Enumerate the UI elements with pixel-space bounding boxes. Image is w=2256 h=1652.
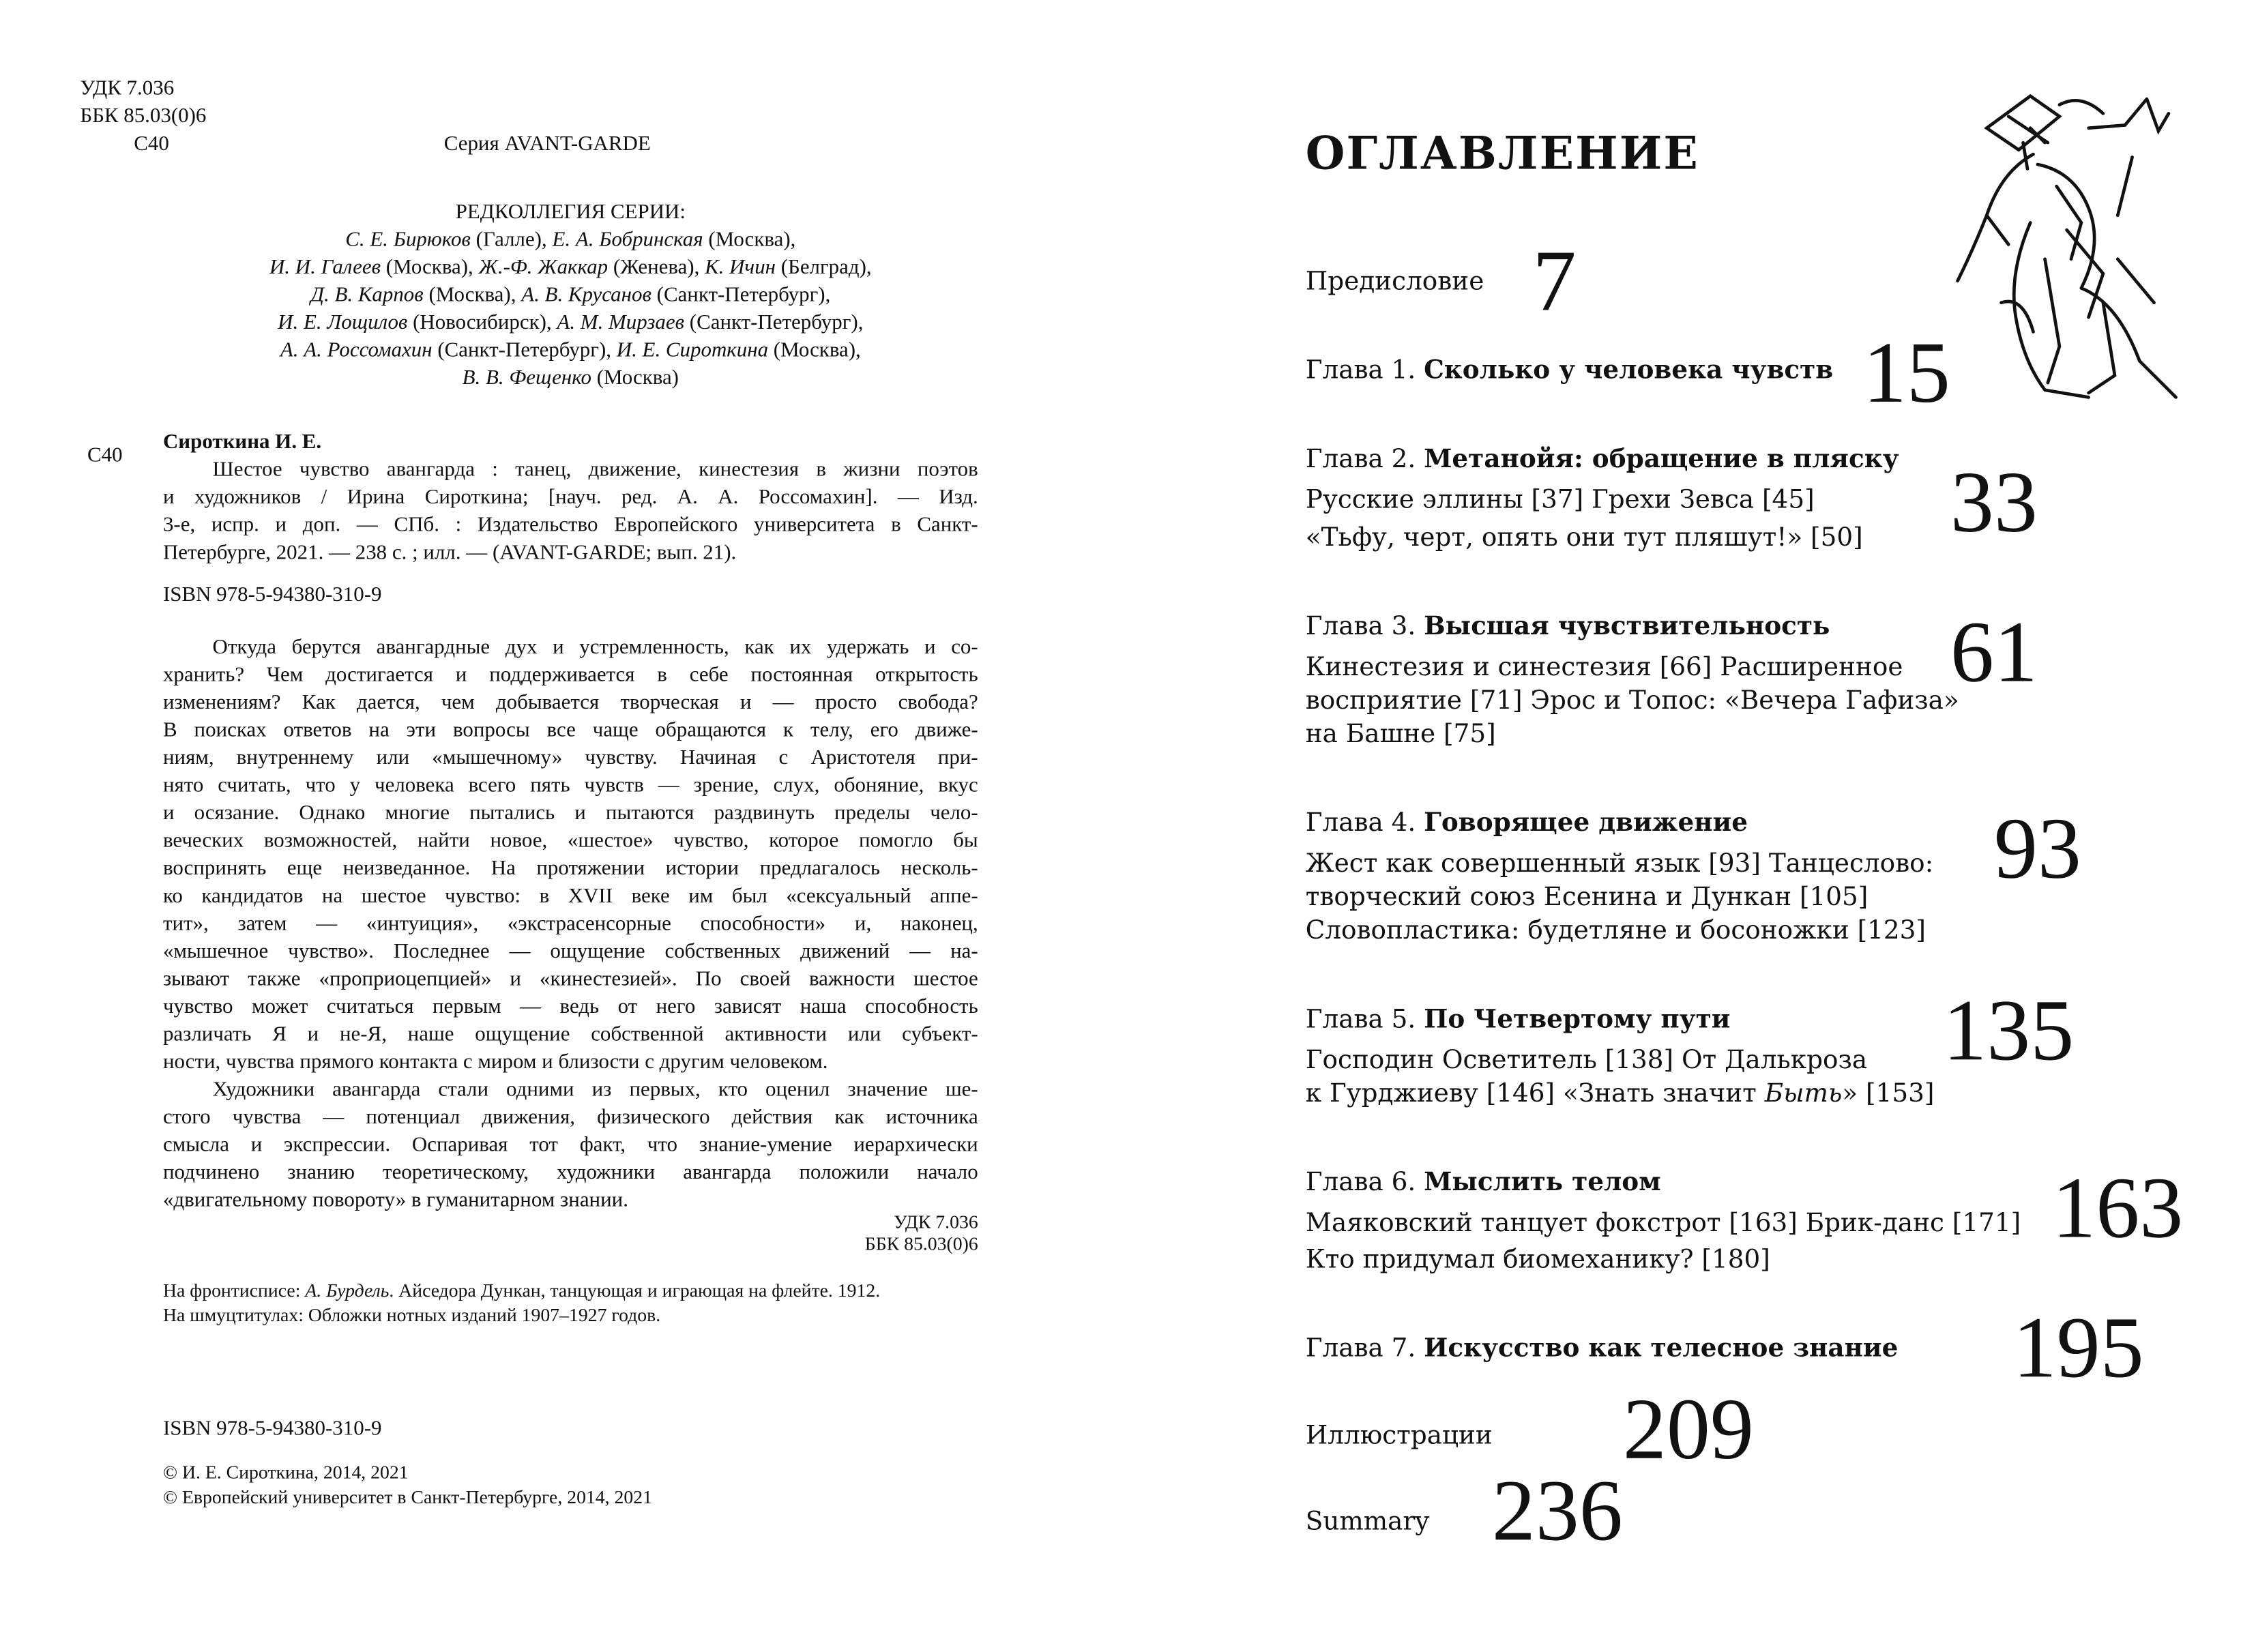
bbk-2: ББК 85.03(0)6 [864, 1233, 978, 1255]
toc-chapter-2-page: 33 [1950, 454, 2038, 550]
board-line [163, 254, 978, 282]
board-member: И. И. Галеев [269, 256, 381, 280]
author: Сироткина И. Е. [162, 430, 322, 454]
text-line: тит», затем — «интуиция», «экстрасенсорные способности» и, наконец, [162, 912, 978, 936]
board-line [163, 366, 978, 394]
isbn-2: ISBN 978-5-94380-310-9 [162, 1417, 382, 1441]
toc-chapter-6-sections: Маяковский танцует фокстрот [163] Брик-данс [171] Кто придумал биомеханику? [180] [1305, 1209, 2021, 1275]
text-line: «мышечное чувство». Последнее — ощущение собственных движений — на- [162, 940, 978, 964]
text-line: стого чувства — потенциал движения, физического действия как источника [162, 1106, 978, 1130]
board-member: И. Е. Сироткина [616, 339, 769, 363]
text-line: и осязание. Однако многие пытались и пытаются раздвинуть пределы чело- [162, 801, 978, 825]
text-line: ниям, внутреннему или «мышечному» чувству. Начиная с Аристотеля при- [162, 746, 978, 770]
board-city: (Москва), [703, 228, 796, 252]
text-line: Петербурге, 2021. — 238 с. ; илл. — (AVANT-GARDE; вып. 21). [162, 541, 737, 565]
udk: УДК 7.036 [80, 77, 175, 101]
board-member: А. А. Россомахин [280, 339, 433, 363]
toc-summary[interactable]: Summary [1305, 1507, 1430, 1537]
board-city: (Санкт-Петербург), [432, 339, 617, 363]
board-member: Ж.-Ф. Жаккар [478, 256, 609, 280]
half-title-note: На шмуцтитулах: Обложки нотных изданий 1907–1927 годов. [162, 1303, 661, 1326]
toc-summary-page: 236 [1491, 1462, 1623, 1559]
text-line: смысла и экспрессии. Оспаривая тот факт, что знание-умение иерархически [162, 1133, 978, 1157]
board-line [163, 227, 978, 255]
board-city: (Санкт-Петербург), [651, 284, 831, 308]
frontispiece-note: На фронтисписе: А. Бурдель. Айседора Дункан, танцующая и играющая на флейте. 1912. [162, 1279, 881, 1301]
board-city: (Москва), [423, 284, 522, 308]
board-city: (Галле), [470, 228, 553, 252]
board-city: (Москва), [768, 339, 861, 363]
text-line: воспринять еще неизведанное. На протяжении истории предлагалось несколь- [162, 857, 978, 881]
toc-chapter-4-sections: Жест как совершенный язык [93] Танцеслово: творческий союз Есенина и Дункан [105] Словопластика: будетляне и босоножки [123] [1305, 849, 1934, 946]
text-line: В поисках ответов на эти вопросы все чаще обращаются к телу, его движе- [162, 718, 978, 743]
board-city: (Белград), [776, 256, 872, 280]
toc-illustrations[interactable]: Иллюстрации [1305, 1421, 1493, 1451]
toc-chapter-1-page: 15 [1862, 324, 1950, 421]
toc-chapter-3-page: 61 [1950, 604, 2038, 700]
toc-chapter-2[interactable]: Глава 2. Метанойя: обращение в пляску [1305, 445, 1899, 475]
text-line: Шестое чувство авангарда : танец, движение, кинестезия в жизни поэтов [212, 458, 978, 482]
text-line: зывают также «проприоцепцией» и «кинестезией». По своей важности шестое [162, 967, 978, 991]
toc-illustrations-page: 209 [1622, 1381, 1754, 1477]
board-member: И. Е. Лощилов [278, 311, 408, 335]
board-title: РЕДКОЛЛЕГИЯ СЕРИИ: [455, 201, 686, 224]
toc-title: ОГЛАВЛЕНИЕ [1305, 128, 1699, 181]
board-city: (Новосибирск), [407, 311, 557, 335]
text-line: ко кандидатов на шестое чувство: в XVII веке им был «сексуальный аппе- [162, 885, 978, 909]
toc-chapter-3-sections: Кинестезия и синестезия [66] Расширенное восприятие [71] Эрос и Топос: «Вечера Гафиза» на Башне [75] [1305, 653, 1959, 750]
series: Серия AVANT-GARDE [443, 132, 651, 156]
toc-chapter-1[interactable]: Глава 1. Сколько у человека чувств [1305, 356, 1834, 386]
board-member: С. Е. Бирюков [345, 228, 471, 252]
board-city: (Москва), [381, 256, 479, 280]
toc-chapter-7[interactable]: Глава 7. Искусство как телесное знание [1305, 1334, 1899, 1364]
text-line: нято считать, что у человека всего пять чувств — зрение, слух, обоняние, вкус [162, 774, 978, 798]
board-line [163, 310, 978, 338]
board-city: (Женева), [608, 256, 705, 280]
author-code: С40 [134, 132, 169, 156]
board-member: В. В. Фещенко [462, 366, 591, 390]
board-member: Е. А. Бобринская [552, 228, 703, 252]
toc-chapter-3[interactable]: Глава 3. Высшая чувствительность [1305, 613, 1830, 642]
toc-chapter-6[interactable]: Глава 6. Мыслить телом [1305, 1168, 1661, 1198]
copyright-author: © И. Е. Сироткина, 2014, 2021 [162, 1461, 409, 1484]
text-line: и художников / Ирина Сироткина; [науч. ред. А. А. Россомахин]. — Изд. [162, 486, 978, 510]
toc-chapter-5[interactable]: Глава 5. По Четвертому пути [1305, 1005, 1731, 1035]
toc-chapter-5-sections: Господин Осветитель [138] От Далькроза к Гурджиеву [146] «Знать значит Быть» [153] [1305, 1046, 1935, 1109]
toc-chapter-2-sections: Русские эллины [37] Грехи Зевса [45] «Тьфу, черт, опять они тут пляшут!» [50] [1305, 486, 1863, 553]
board-member: А. М. Мирзаев [557, 311, 685, 335]
board-city: (Москва) [591, 366, 679, 390]
board-member: Д. В. Карпов [310, 284, 424, 308]
toc-chapter-5-page: 135 [1943, 982, 2075, 1078]
text-line: изменениям? Как дается, чем добывается творческая и — просто свобода? [162, 691, 978, 715]
text-line: Художники авангарда стали одними из первых, кто оценил значение ше- [212, 1078, 978, 1102]
udk-2: УДК 7.036 [894, 1211, 978, 1233]
text-line: хранить? Чем достигается и поддерживается в себе постоянная открытость [162, 663, 978, 688]
text-line: 3-е, испр. и доп. — СПб. : Издательство Европейского университета в Санкт- [162, 514, 978, 537]
dancer-drawing-icon [1943, 85, 2191, 408]
text-line: подчинено знанию теоретическому, художники авангарда положили начало [162, 1161, 978, 1185]
toc-chapter-4-page: 93 [1993, 800, 2081, 897]
copyright-publisher: © Европейский университет в Санкт-Петербурге, 2014, 2021 [162, 1486, 653, 1508]
text-line: ности, чувства прямого контакта с миром и близости с другим человеком. [162, 1050, 828, 1074]
text-line: чувство может считаться первым — ведь от него зависят наша способность [162, 995, 978, 1019]
toc-preface[interactable]: Предисловие [1305, 267, 1484, 297]
text-line: различать Я и не-Я, наше ощущение собственной активности или субъект- [162, 1022, 978, 1046]
toc-preface-page: 7 [1532, 233, 1577, 329]
toc-chapter-6-page: 163 [2052, 1160, 2184, 1256]
author-code-2: С40 [87, 443, 123, 467]
text-line: веческих возможностей, найти новое, «шестое» чувство, которое помогло бы [162, 829, 978, 853]
toc-chapter-7-page: 195 [2012, 1299, 2144, 1396]
board-line [163, 282, 978, 310]
bbk: ББК 85.03(0)6 [80, 104, 207, 128]
isbn: ISBN 978-5-94380-310-9 [162, 583, 382, 607]
board-member: А. В. Крусанов [521, 284, 651, 308]
text-line: «двигательному повороту» в гуманитарном знании. [162, 1189, 628, 1213]
text-line: Откуда берутся авангардные дух и устремленность, как их удержать и со- [212, 636, 978, 660]
board-member: К. Ичин [705, 256, 776, 280]
board-line [163, 338, 978, 366]
toc-chapter-4[interactable]: Глава 4. Говорящее движение [1305, 809, 1748, 838]
board-city: (Санкт-Петербург), [684, 311, 864, 335]
